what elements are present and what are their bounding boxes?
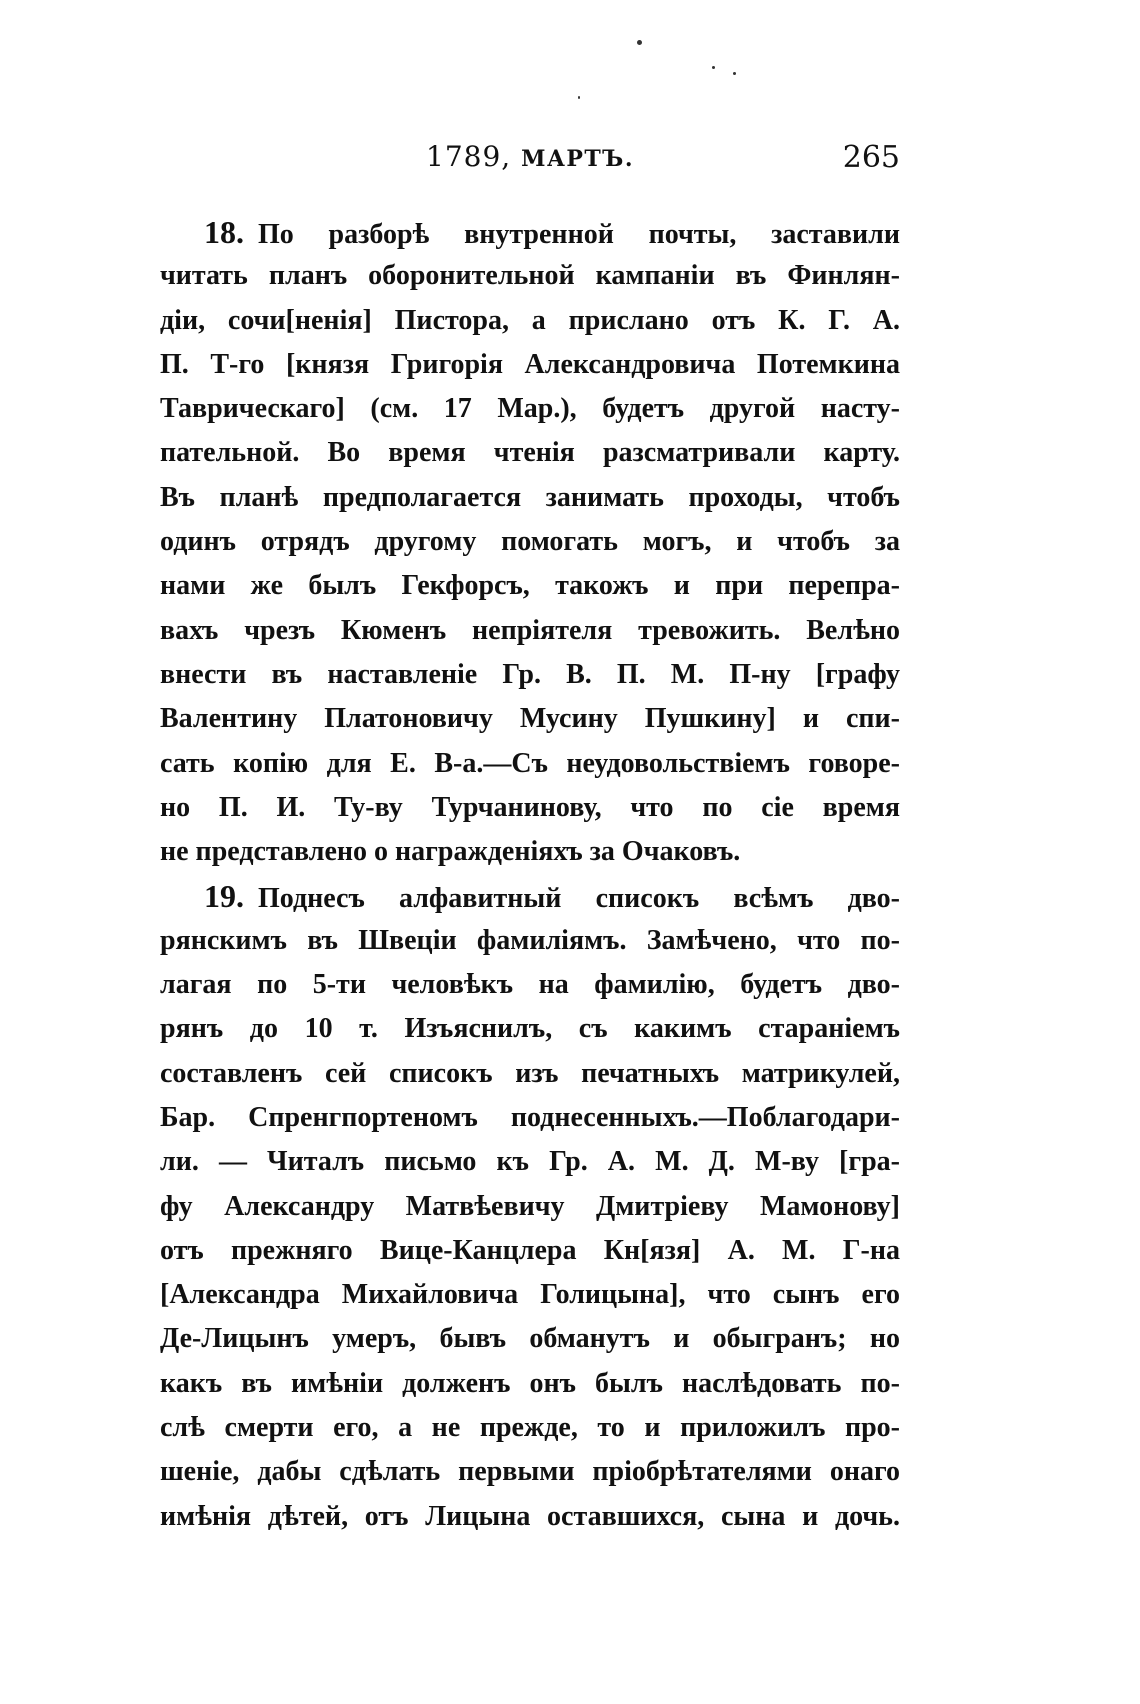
- text-line: Бар. Спренгпортеномъ поднесенныхъ.—Поблагодари-: [160, 1101, 900, 1133]
- text-line: имѣнія дѣтей, отъ Лицына оставшихся, сына и дочь.: [160, 1500, 900, 1532]
- text-line: шеніе, дабы сдѣлать первыми пріобрѣтателями онаго: [160, 1456, 900, 1488]
- text-line: 19. Поднесъ алфавитный списокъ всѣмъ дво-: [204, 878, 900, 915]
- text-line: діи, сочи[ненія] Пистора, а прислано отъ К. Г. А.: [160, 304, 900, 336]
- text-line: слѣ смерти его, а не прежде, то и приложилъ про-: [160, 1412, 900, 1444]
- text-line: [Александра Михайловича Голицына], что сынъ его: [160, 1279, 900, 1311]
- header-month: МАРТЪ.: [521, 146, 634, 172]
- text-line: Таврическаго] (см. 17 Мар.), будетъ другой насту-: [160, 393, 900, 425]
- text-line: рянскимъ въ Швеціи фамиліямъ. Замѣчено, что по-: [160, 924, 900, 956]
- text-line: составленъ сей списокъ изъ печатныхъ матрикулей,: [160, 1057, 900, 1089]
- text-line: читать планъ оборонительной кампаніи въ Финлян-: [160, 260, 900, 292]
- entry-number: 18.: [204, 214, 244, 250]
- text-line: П. Т-го [князя Григорія Александровича Потемкина: [160, 348, 900, 380]
- text-line: вахъ чрезъ Кюменъ непріятеля тревожить. Велѣно: [160, 614, 900, 646]
- text-line: Въ планѣ предполагается занимать проходы, чтобъ: [160, 481, 900, 513]
- page-number: 265: [842, 140, 900, 175]
- text-line: 18. По разборѣ внутренной почты, заставили: [204, 214, 900, 250]
- text-line: одинъ отрядъ другому помогать могъ, и чтобъ за: [160, 526, 900, 558]
- scan-speck: [578, 96, 580, 99]
- scan-speck: [733, 72, 736, 75]
- entry-18: [160, 210, 900, 874]
- text-line: не представлено о награжденіяхъ за Очаковъ.: [160, 836, 741, 868]
- scan-speck: [712, 66, 715, 69]
- text-line: ли. — Читалъ письмо къ Гр. А. М. Д. М-ву [гра-: [160, 1146, 900, 1178]
- running-header: [160, 132, 900, 182]
- text-line: лагая по 5-ти человѣкъ на фамилію, будетъ дво-: [160, 969, 900, 1001]
- text-line: какъ въ имѣніи долженъ онъ былъ наслѣдовать по-: [160, 1367, 900, 1399]
- entry-number: 19.: [204, 878, 244, 915]
- page-body: [160, 210, 900, 1539]
- header-title: [160, 140, 900, 173]
- text-line: фу Александру Матвѣевичу Дмитріеву Мамонову]: [160, 1190, 900, 1222]
- text-line: отъ прежняго Вице-Канцлера Кн[язя] А. М. Г-на: [160, 1234, 900, 1266]
- header-year: 1789,: [426, 140, 512, 173]
- text-line: нами же былъ Гекфорсъ, такожъ и при перепра-: [160, 570, 900, 602]
- scan-speck: [637, 40, 642, 45]
- text-line: но П. И. Ту-ву Турчанинову, что по сіе время: [160, 791, 900, 823]
- entry-19: [160, 874, 900, 1538]
- text-line: Валентину Платоновичу Мусину Пушкину] и спи-: [160, 703, 900, 735]
- text-line: Де-Лицынъ умеръ, бывъ обманутъ и обыгранъ; но: [160, 1323, 900, 1355]
- text-line: внести въ наставленіе Гр. В. П. М. П-ну [графу: [160, 658, 900, 690]
- text-line: сать копію для Е. В-а.—Съ неудовольствіемъ говоре-: [160, 747, 900, 779]
- text-line: рянъ до 10 т. Изъяснилъ, съ какимъ стараніемъ: [160, 1013, 900, 1045]
- text-line: пательной. Во время чтенія разсматривали карту.: [160, 437, 900, 469]
